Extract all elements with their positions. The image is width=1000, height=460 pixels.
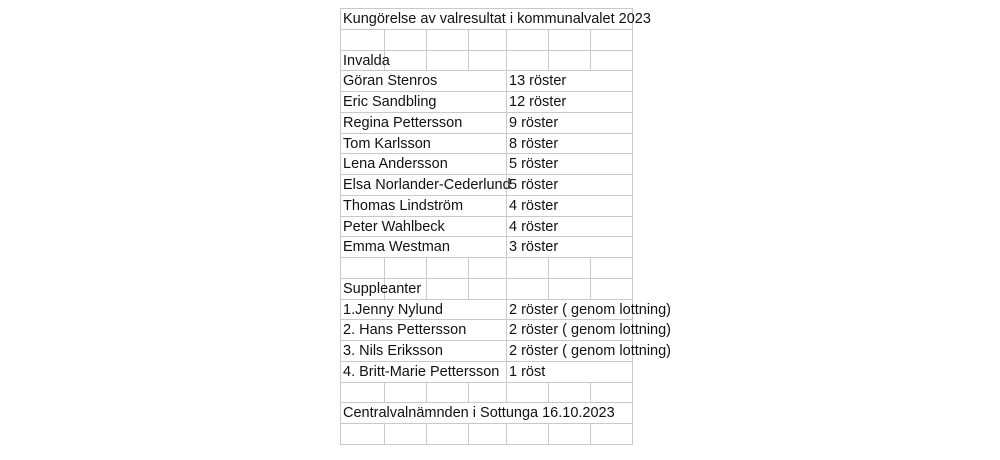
table-row xyxy=(341,133,633,154)
cell[interactable] xyxy=(469,50,507,71)
name-cell[interactable] xyxy=(341,320,507,341)
name-cell[interactable] xyxy=(341,361,507,382)
name-cell[interactable] xyxy=(341,195,507,216)
candidate-name: Lena Andersson xyxy=(343,156,448,173)
name-cell[interactable] xyxy=(341,237,507,258)
table-row xyxy=(341,341,633,362)
vote-count: 13 röster xyxy=(509,73,567,90)
cell[interactable] xyxy=(341,50,390,71)
cell[interactable] xyxy=(427,29,469,50)
votes-cell[interactable] xyxy=(507,112,633,133)
votes-cell[interactable] xyxy=(507,92,633,113)
name-cell[interactable] xyxy=(341,341,507,362)
table-row xyxy=(341,299,633,320)
vote-count: 12 röster xyxy=(509,94,567,110)
cell[interactable] xyxy=(469,424,507,445)
vote-count: 2 röster ( genom lottning) xyxy=(509,301,671,318)
cell[interactable] xyxy=(507,424,549,445)
votes-cell[interactable] xyxy=(507,341,671,362)
vote-count: 8 röster xyxy=(509,135,559,152)
cell[interactable] xyxy=(385,382,427,403)
cell[interactable] xyxy=(591,382,633,403)
cell[interactable] xyxy=(549,382,591,403)
cell[interactable] xyxy=(591,50,633,71)
name-cell[interactable] xyxy=(341,92,507,113)
candidate-name: Elsa Norlander-Cederlund xyxy=(343,177,511,193)
vote-count: 3 röster xyxy=(509,239,559,256)
cell[interactable] xyxy=(385,424,427,445)
vote-count: 4 röster xyxy=(509,218,559,235)
table-row xyxy=(341,50,633,71)
spreadsheet[interactable] xyxy=(340,8,671,442)
candidate-name: 1.Jenny Nylund xyxy=(343,301,443,318)
candidate-name: Göran Stenros xyxy=(343,73,438,90)
name-cell[interactable] xyxy=(341,112,507,133)
table-row xyxy=(341,195,633,216)
votes-cell[interactable] xyxy=(507,154,633,175)
cell[interactable] xyxy=(469,278,507,299)
candidate-name: 4. Britt-Marie Pettersson xyxy=(343,363,500,380)
cell[interactable] xyxy=(341,278,422,299)
table-row xyxy=(341,320,633,341)
table-row xyxy=(341,9,633,30)
candidate-name: Regina Pettersson xyxy=(343,114,463,131)
cell[interactable] xyxy=(507,50,549,71)
votes-cell[interactable] xyxy=(507,175,633,196)
table-row xyxy=(341,175,633,196)
cell[interactable] xyxy=(549,50,591,71)
cell[interactable] xyxy=(507,278,549,299)
cell[interactable] xyxy=(591,258,633,279)
vote-count: 9 röster xyxy=(509,114,559,131)
cell[interactable] xyxy=(469,29,507,50)
vote-count: 1 röst xyxy=(509,363,546,380)
votes-cell[interactable] xyxy=(507,237,633,258)
cell[interactable] xyxy=(385,29,427,50)
table-row xyxy=(341,112,633,133)
table-row xyxy=(341,258,633,279)
cell[interactable] xyxy=(507,382,549,403)
footer-cell[interactable] xyxy=(341,403,633,424)
candidate-name: Emma Westman xyxy=(343,239,450,256)
table-row xyxy=(341,237,633,258)
table-row xyxy=(341,278,633,299)
candidate-name: 2. Hans Pettersson xyxy=(343,322,467,339)
candidate-name: Peter Wahlbeck xyxy=(343,218,445,235)
vote-count: 2 röster ( genom lottning) xyxy=(509,322,671,339)
cell[interactable] xyxy=(385,258,427,279)
table-row xyxy=(341,29,633,50)
name-cell[interactable] xyxy=(341,133,507,154)
table-row xyxy=(341,424,633,445)
suppleanter-header: Suppleanter xyxy=(343,280,422,297)
cell-grid[interactable] xyxy=(340,8,671,445)
cell[interactable] xyxy=(341,29,385,50)
table-row xyxy=(341,216,633,237)
sheet-title: Kungörelse av valresultat i kommunalvalet 2023 xyxy=(343,11,651,27)
name-cell[interactable] xyxy=(341,299,507,320)
cell[interactable] xyxy=(427,50,469,71)
votes-cell[interactable] xyxy=(507,299,671,320)
title-cell[interactable] xyxy=(341,9,651,30)
cell[interactable] xyxy=(341,258,385,279)
invalda-header: Invalda xyxy=(343,52,390,69)
name-cell[interactable] xyxy=(341,71,507,92)
votes-cell[interactable] xyxy=(507,195,633,216)
candidate-name: Thomas Lindström xyxy=(343,197,464,214)
cell[interactable] xyxy=(427,258,469,279)
table-row xyxy=(341,403,633,424)
cell[interactable] xyxy=(549,29,591,50)
cell[interactable] xyxy=(591,278,633,299)
footer-text: Centralvalnämnden i Sottunga 16.10.2023 xyxy=(343,405,615,422)
candidate-name: Tom Karlsson xyxy=(343,135,431,152)
vote-count: 2 röster ( genom lottning) xyxy=(509,343,671,359)
cell[interactable] xyxy=(549,424,591,445)
cell[interactable] xyxy=(341,382,385,403)
vote-count: 5 röster xyxy=(509,177,559,193)
vote-count: 5 röster xyxy=(509,156,559,173)
table-row xyxy=(341,361,633,382)
cell[interactable] xyxy=(549,258,591,279)
name-cell[interactable] xyxy=(341,154,507,175)
cell[interactable] xyxy=(341,424,385,445)
votes-cell[interactable] xyxy=(507,71,633,92)
cell[interactable] xyxy=(507,258,549,279)
name-cell[interactable] xyxy=(341,175,511,196)
votes-cell[interactable] xyxy=(507,216,633,237)
vote-count: 4 röster xyxy=(509,197,559,214)
cell[interactable] xyxy=(469,258,507,279)
table-row xyxy=(341,71,633,92)
cell[interactable] xyxy=(385,50,427,71)
cell[interactable] xyxy=(427,424,469,445)
cell[interactable] xyxy=(507,29,549,50)
table-row xyxy=(341,92,633,113)
candidate-name: 3. Nils Eriksson xyxy=(343,343,443,359)
cell[interactable] xyxy=(427,278,469,299)
name-cell[interactable] xyxy=(341,216,507,237)
cell[interactable] xyxy=(549,278,591,299)
cell[interactable] xyxy=(591,424,633,445)
votes-cell[interactable] xyxy=(507,361,633,382)
table-row xyxy=(341,382,633,403)
cell[interactable] xyxy=(469,382,507,403)
votes-cell[interactable] xyxy=(507,320,671,341)
cell[interactable] xyxy=(427,382,469,403)
candidate-name: Eric Sandbling xyxy=(343,94,437,110)
cell[interactable] xyxy=(591,29,633,50)
votes-cell[interactable] xyxy=(507,133,633,154)
table-row xyxy=(341,154,633,175)
